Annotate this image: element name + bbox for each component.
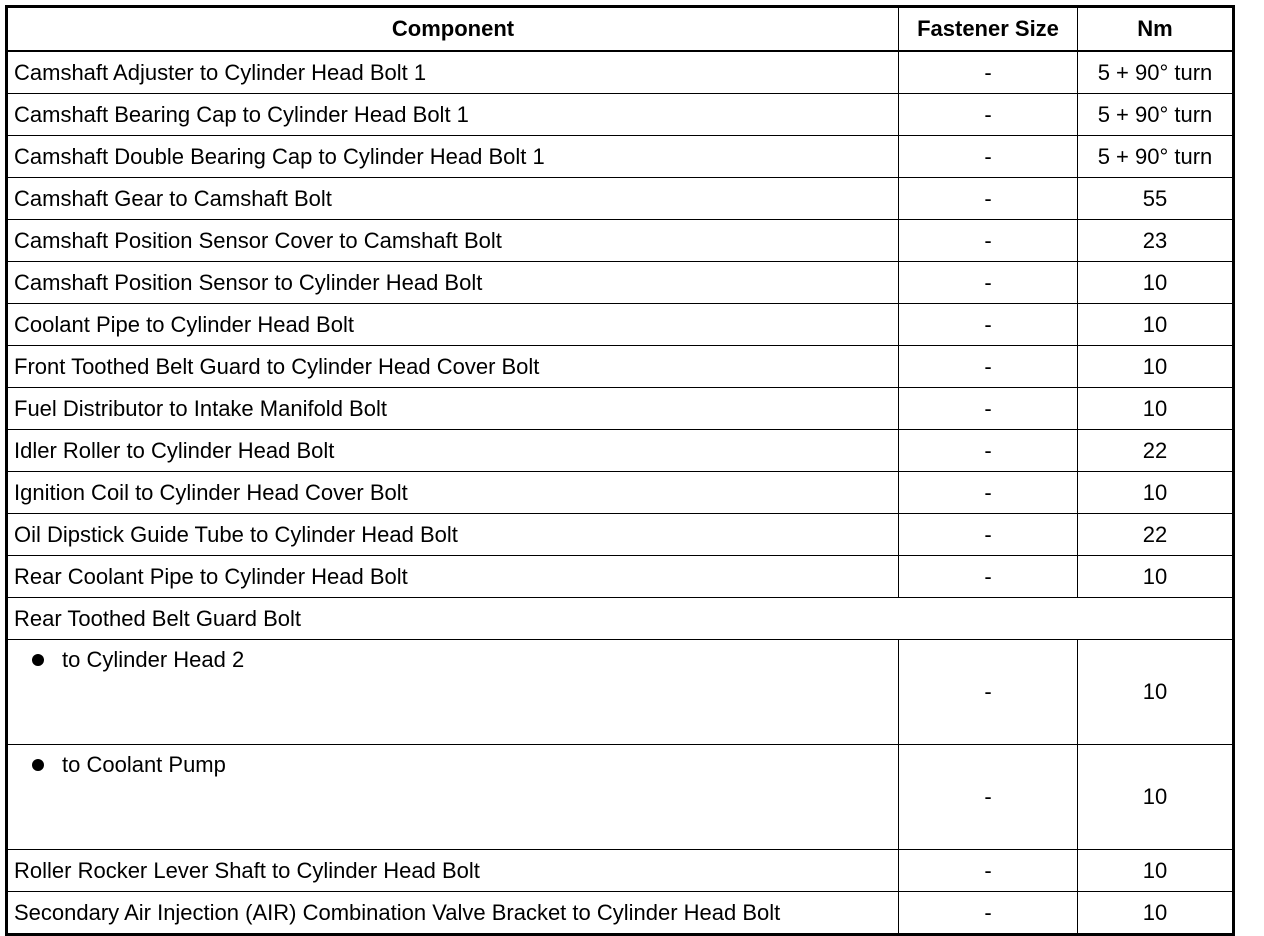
fastener-size-cell: - bbox=[899, 94, 1078, 136]
table-row bbox=[7, 892, 1234, 935]
fastener-size-cell: - bbox=[899, 514, 1078, 556]
fastener-size-cell: - bbox=[899, 51, 1078, 94]
group-item-row bbox=[7, 640, 1234, 745]
fastener-size-cell: - bbox=[899, 556, 1078, 598]
component-cell: Fuel Distributor to Intake Manifold Bolt bbox=[7, 388, 899, 430]
component-cell: Camshaft Position Sensor Cover to Camshaft Bolt bbox=[7, 220, 899, 262]
group-item-label: to Cylinder Head 2 bbox=[62, 647, 245, 672]
header-component: Component bbox=[7, 7, 899, 52]
fastener-size-cell: - bbox=[899, 178, 1078, 220]
group-item-label: to Coolant Pump bbox=[62, 752, 226, 777]
table-row bbox=[7, 514, 1234, 556]
bullet-icon bbox=[32, 654, 44, 666]
table-row bbox=[7, 346, 1234, 388]
torque-cell: 10 bbox=[1078, 346, 1234, 388]
header-nm: Nm bbox=[1078, 7, 1234, 52]
table-row bbox=[7, 220, 1234, 262]
group-item-cell bbox=[7, 640, 899, 745]
group-item-cell bbox=[7, 745, 899, 850]
component-cell: Camshaft Adjuster to Cylinder Head Bolt 1 bbox=[7, 51, 899, 94]
component-cell: Camshaft Bearing Cap to Cylinder Head Bolt 1 bbox=[7, 94, 899, 136]
table-row bbox=[7, 136, 1234, 178]
torque-cell: 10 bbox=[1078, 304, 1234, 346]
group-header-row bbox=[7, 598, 1234, 640]
fastener-size-cell: - bbox=[899, 640, 1078, 745]
table-row bbox=[7, 430, 1234, 472]
torque-cell: 10 bbox=[1078, 850, 1234, 892]
torque-cell: 23 bbox=[1078, 220, 1234, 262]
torque-cell: 10 bbox=[1078, 388, 1234, 430]
group-item-row bbox=[7, 745, 1234, 850]
torque-cell: 5 + 90° turn bbox=[1078, 51, 1234, 94]
component-cell: Ignition Coil to Cylinder Head Cover Bolt bbox=[7, 472, 899, 514]
component-cell: Camshaft Position Sensor to Cylinder Head Bolt bbox=[7, 262, 899, 304]
torque-cell: 10 bbox=[1078, 556, 1234, 598]
torque-spec-table bbox=[5, 5, 1235, 936]
header-row bbox=[7, 7, 1234, 52]
component-cell: Front Toothed Belt Guard to Cylinder Head Cover Bolt bbox=[7, 346, 899, 388]
component-cell: Camshaft Double Bearing Cap to Cylinder Head Bolt 1 bbox=[7, 136, 899, 178]
torque-cell: 10 bbox=[1078, 472, 1234, 514]
fastener-size-cell: - bbox=[899, 472, 1078, 514]
torque-cell: 10 bbox=[1078, 745, 1234, 850]
fastener-size-cell: - bbox=[899, 304, 1078, 346]
component-cell: Roller Rocker Lever Shaft to Cylinder Head Bolt bbox=[7, 850, 899, 892]
torque-cell: 55 bbox=[1078, 178, 1234, 220]
fastener-size-cell: - bbox=[899, 262, 1078, 304]
group-title: Rear Toothed Belt Guard Bolt bbox=[7, 598, 1234, 640]
table-row bbox=[7, 262, 1234, 304]
table-row bbox=[7, 178, 1234, 220]
torque-cell: 22 bbox=[1078, 514, 1234, 556]
torque-cell: 5 + 90° turn bbox=[1078, 136, 1234, 178]
fastener-size-cell: - bbox=[899, 346, 1078, 388]
fastener-size-cell: - bbox=[899, 745, 1078, 850]
fastener-size-cell: - bbox=[899, 892, 1078, 935]
table-row bbox=[7, 304, 1234, 346]
bullet-icon bbox=[32, 759, 44, 771]
component-cell: Oil Dipstick Guide Tube to Cylinder Head Bolt bbox=[7, 514, 899, 556]
fastener-size-cell: - bbox=[899, 388, 1078, 430]
table-row bbox=[7, 472, 1234, 514]
torque-cell: 10 bbox=[1078, 262, 1234, 304]
component-cell: Coolant Pipe to Cylinder Head Bolt bbox=[7, 304, 899, 346]
fastener-size-cell: - bbox=[899, 220, 1078, 262]
fastener-size-cell: - bbox=[899, 850, 1078, 892]
table-row bbox=[7, 850, 1234, 892]
fastener-size-cell: - bbox=[899, 136, 1078, 178]
component-cell: Secondary Air Injection (AIR) Combination Valve Bracket to Cylinder Head Bolt bbox=[7, 892, 899, 935]
component-cell: Rear Coolant Pipe to Cylinder Head Bolt bbox=[7, 556, 899, 598]
fastener-size-cell: - bbox=[899, 430, 1078, 472]
header-fastener-size: Fastener Size bbox=[899, 7, 1078, 52]
component-cell: Camshaft Gear to Camshaft Bolt bbox=[7, 178, 899, 220]
torque-cell: 10 bbox=[1078, 892, 1234, 935]
table-row bbox=[7, 556, 1234, 598]
table-row bbox=[7, 94, 1234, 136]
torque-cell: 5 + 90° turn bbox=[1078, 94, 1234, 136]
table-row bbox=[7, 51, 1234, 94]
component-cell: Idler Roller to Cylinder Head Bolt bbox=[7, 430, 899, 472]
table-row bbox=[7, 388, 1234, 430]
torque-cell: 22 bbox=[1078, 430, 1234, 472]
torque-cell: 10 bbox=[1078, 640, 1234, 745]
